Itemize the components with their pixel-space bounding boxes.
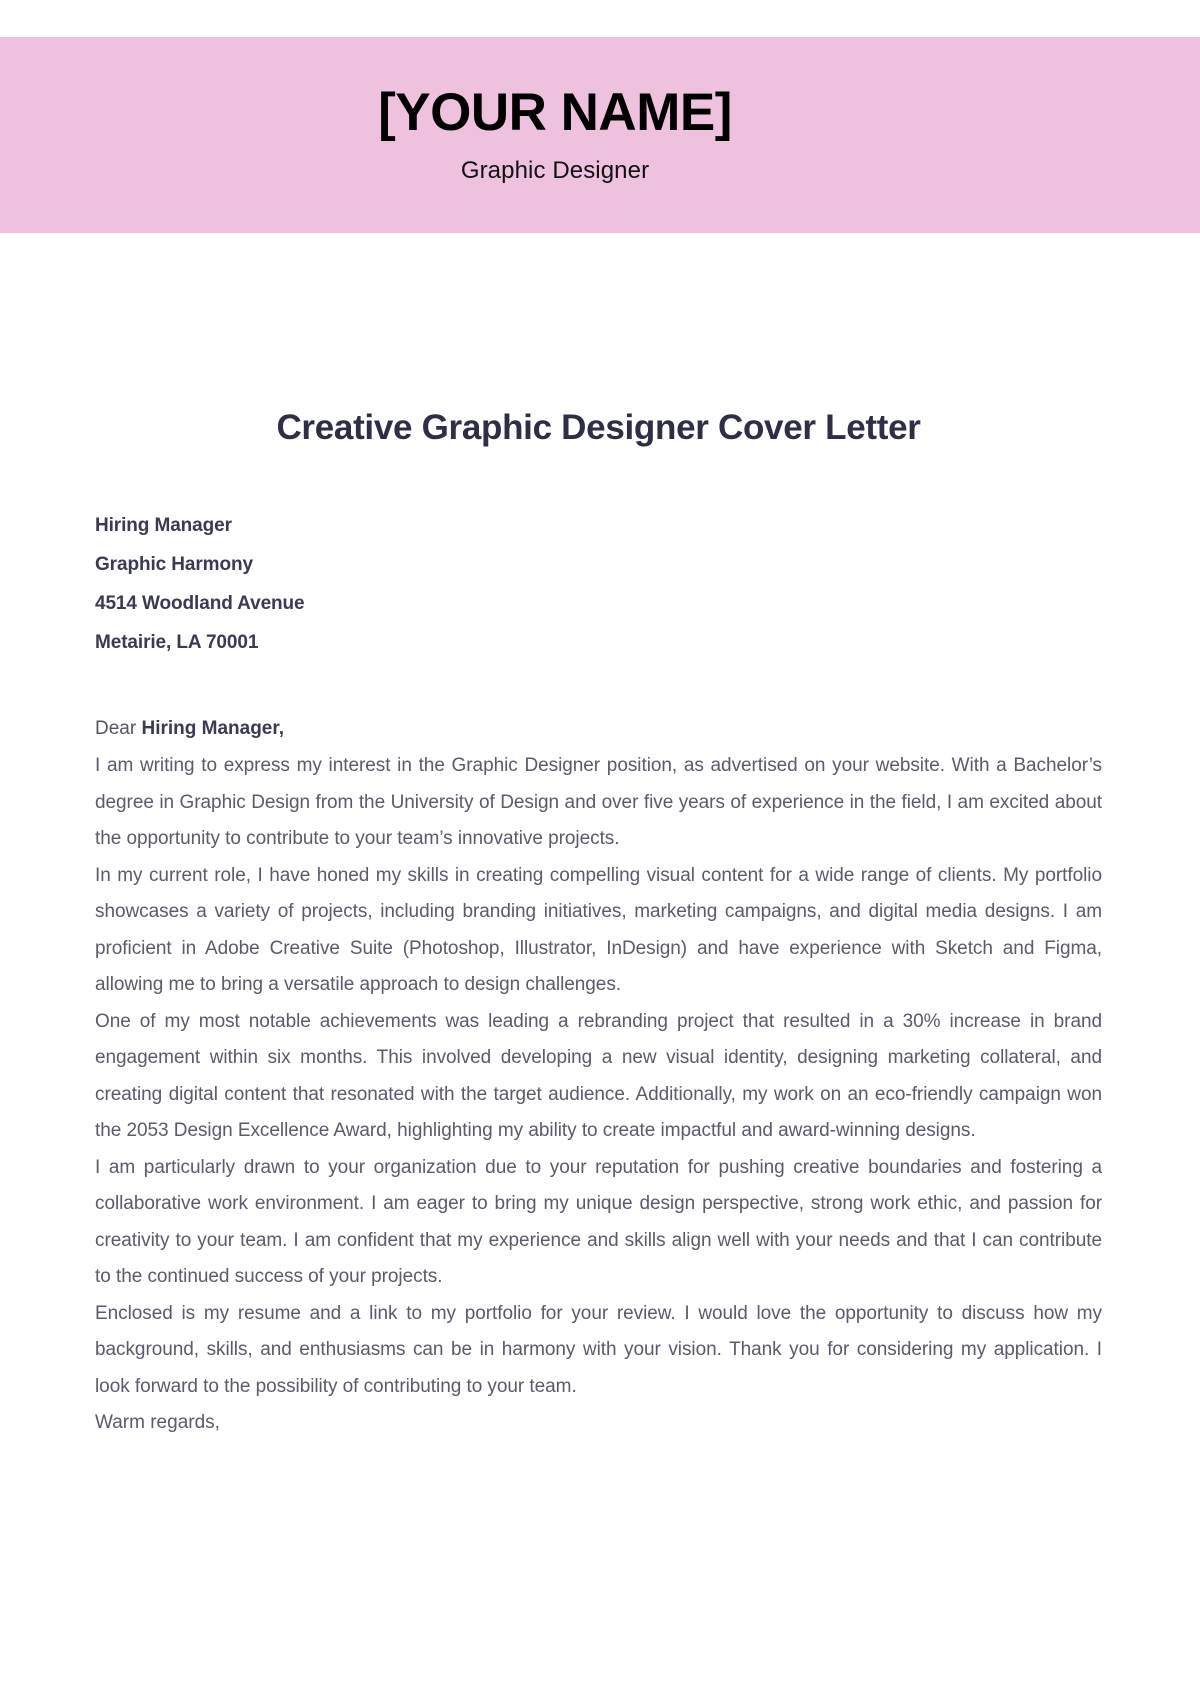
recipient-line-contact: Hiring Manager — [95, 515, 232, 536]
letter-content — [0, 233, 1200, 1442]
page-title: Creative Graphic Designer Cover Letter — [276, 408, 921, 447]
body-paragraph-4: I am particularly drawn to your organization due to your reputation for pushing creative boundaries and fostering a collaborative work environment. I am eager to bring my unique design perspective, strong work ethic, and passion for creativity to your team. I am confident that my experience and skills align well with your needs and that I can contribute to the continued success of your projects. — [95, 1156, 1102, 1287]
letter-body — [95, 709, 1102, 1442]
applicant-job-title: Graphic Designer — [460, 156, 650, 184]
body-paragraph-5: Enclosed is my resume and a link to my portfolio for your review. I would love the opportunity to discuss how my background, skills, and enthusiasms can be in harmony with your vision. Thank you for considering my application. I look forward to the possibility of contributing to your team. — [95, 1302, 1102, 1397]
recipient-line-company: Graphic Harmony — [95, 554, 253, 575]
body-paragraph-3: One of my most notable achievements was leading a rebranding project that resulted in a 30% increase in brand engagement within six months. This involved developing a new visual identity, designing marketing collateral, and creating digital content that resonated with the target audience. Additionally, my work on an eco-friendly campaign won the 2053 Design Excellence Award, highlighting my ability to create impactful and award-winning designs. — [95, 1010, 1102, 1141]
recipient-address-block — [95, 506, 1102, 662]
salutation-prefix: Dear — [95, 718, 142, 739]
closing-line: Warm regards, — [95, 1412, 220, 1433]
recipient-line-street: 4514 Woodland Avenue — [95, 593, 305, 614]
body-paragraph-1: I am writing to express my interest in the Graphic Designer position, as advertised on your website. With a Bachelor’s degree in Graphic Design from the University of Design and over five years of experience in the field, I am excited about the opportunity to contribute to your team’s innovative projects. — [95, 755, 1102, 849]
salutation — [95, 709, 1102, 748]
body-paragraph-2: In my current role, I have honed my skills in creating compelling visual content for a wide range of clients. My portfolio showcases a variety of projects, including branding initiatives, marketing campaigns, and digital media designs. I am proficient in Adobe Creative Suite (Photoshop, Illustrator, InDesign) and have experience with Sketch and Figma, allowing me to bring a versatile approach to design challenges. — [95, 864, 1102, 995]
recipient-line-city-state-zip: Metairie, LA 70001 — [95, 632, 259, 653]
salutation-recipient: Hiring Manager, — [141, 718, 284, 739]
header-band — [0, 37, 1200, 233]
applicant-name: [YOUR NAME] — [378, 83, 732, 143]
